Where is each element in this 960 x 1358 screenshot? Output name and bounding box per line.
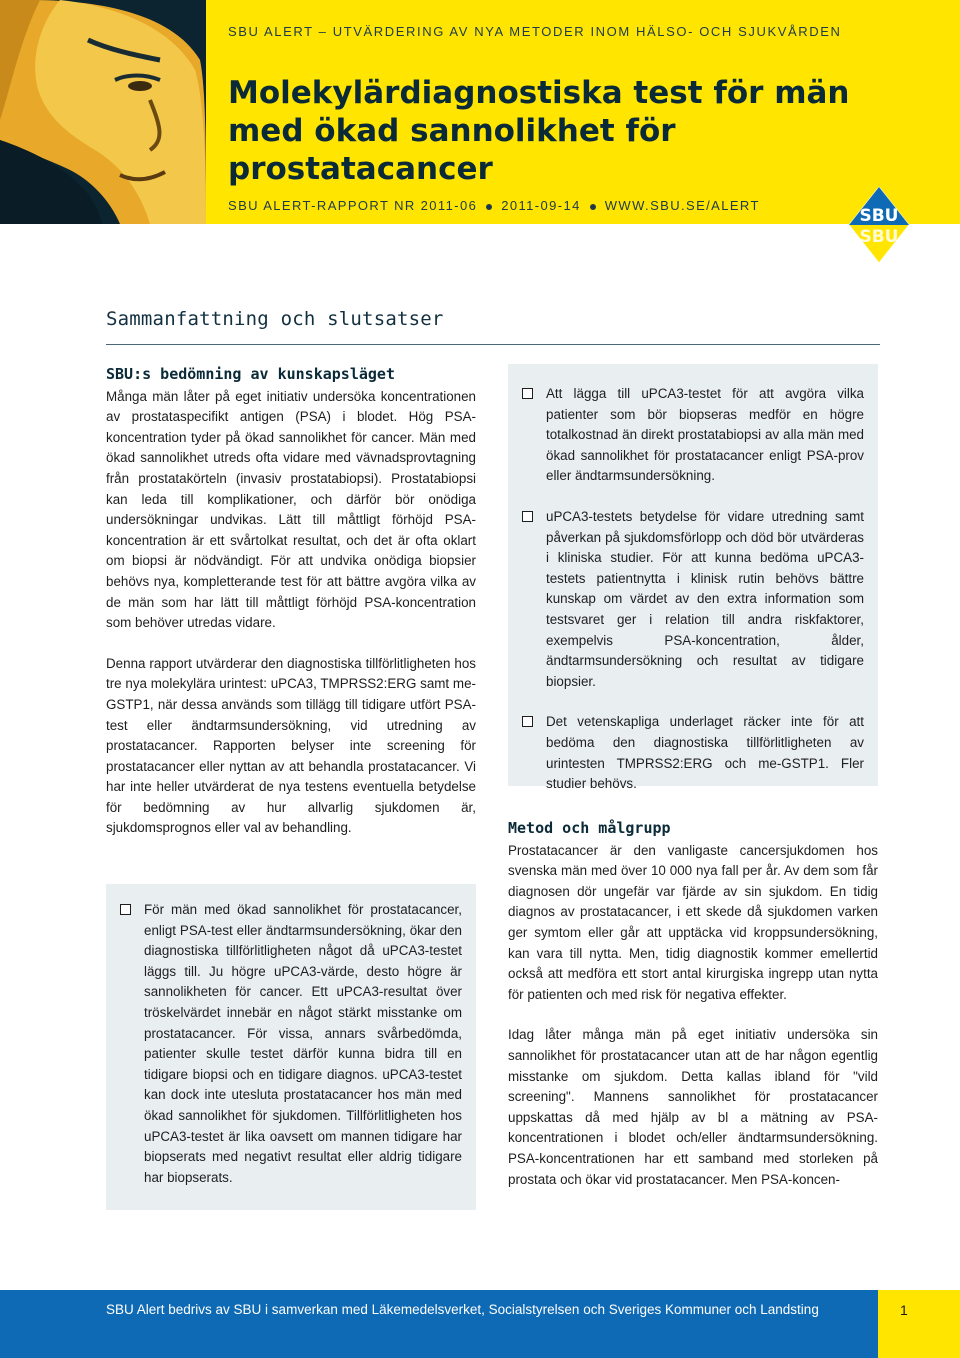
- right-column: [508, 818, 878, 1190]
- scope-paragraph: Denna rapport utvärderar den diagnostiska tillförlitligheten hos tre nya molekylära urintest: uPCA3, TMPRSS2:ERG samt me-GSTP1, när dessa används som tillägg till tidigare utfört PSA-test eller ändtarmsundersökning, vid utredning av prostatacancer. Rapporten belyser inte screening för prostatacancer eller nyttan av att behandla prostatacancer. Vi har inte heller utvärderat de nya testens eventuella betydelse för bedömning av hur allvarlig sjukdomen är, sjukdomsprognos eller val av behandling.: [106, 655, 476, 836]
- assessment-heading: SBU:s bedömning av kunskapsläget: [106, 365, 395, 383]
- portrait-illustration: [0, 0, 206, 224]
- screening-paragraph: Idag låter många män på eget initiativ undersöka sin sannolikhet för prostatacancer utan att de har någon egentlig misstanke om sjukdom. Detta kallas ibland för "vild screening". Mannens sannolikhet för prostatacancer uppskattas då med hjälp av bl a mätning av PSA-koncentrationen i blodet och/eller ändtarmsundersökning. PSA-koncentrationen har ett samband med storleken på prostata och ökar vid prostatacancer. Men PSA-koncen-: [508, 1027, 878, 1187]
- checkbox-icon: [522, 716, 533, 727]
- conclusion-text: Att lägga till uPCA3-testet för att avgöra vilka patienter som bör biopseras medför en högre totalkostnad än direkt prostatabiopsi av alla män med ökad sannolikhet för prostatacancer enligt PSA-prov eller ändtarmsundersökning.: [546, 386, 864, 484]
- page-number: 1: [900, 1302, 908, 1318]
- logo-text-reflection: SBU: [859, 227, 899, 247]
- document-title: Molekylärdiagnostiska test för män med ökad sannolikhet för prostatacancer: [228, 75, 850, 187]
- conclusion-item: [522, 712, 864, 794]
- method-paragraph: Prostatacancer är den vanligaste cancersjukdomen hos svenska män med över 10 000 nya fall per år. Av dem som får diagnosen dör ungefär var fjärde av sin sjukdom. En tidig diagnos av prostatacancer, i ett skede då sjukdomen varken ger symtom eller går att upptäcka vid kroppsundersökning, kan vara till nytta. Men, tidig diagnostik kommer emellertid också att medföra ett stort antal kirurgiska ingrepp utan nytta för patienten och med risk för negativa effekter.: [508, 842, 878, 1002]
- series-kicker: SBU ALERT – UTVÄRDERING AV NYA METODER INOM HÄLSO- OCH SJUKVÅRDEN: [228, 24, 842, 39]
- header-band: [0, 0, 960, 224]
- bullet-separator-icon: [590, 204, 596, 210]
- checkbox-icon: [522, 388, 533, 399]
- left-column: [106, 364, 476, 839]
- section-divider: [106, 344, 880, 345]
- checkbox-icon: [120, 904, 131, 915]
- method-heading: Metod och målgrupp: [508, 819, 671, 837]
- conclusion-item: [522, 507, 864, 692]
- conclusion-text: För män med ökad sannolikhet för prostatacancer, enligt PSA-test eller ändtarmsundersökning, ökar den diagnostiska tillförlitligheten något då uPCA3-testet läggs till. Ju högre uPCA3-värde, desto högre är sannolikheten för cancer. Ett uPCA3-resultat över tröskelvärdet innebär en något stärkt misstanke om prostatacancer. För vissa, annars svårbedömda, patienter skulle testet därför kunna bidra till en tidigare biopsi och en tidigare diagnos. uPCA3-testet kan dock inte utesluta prostatacancer hos män med ökad sannolikhet för sjukdomen. Tillförlitligheten hos uPCA3-testet är lika oavsett om mannen tidigare har biopserats med negativt resultat eller aldrig tidigare har biopserats.: [144, 902, 462, 1185]
- conclusions-box-left: [106, 884, 476, 1210]
- section-title: Sammanfattning och slutsatser: [106, 308, 444, 330]
- assessment-paragraph: Många män låter på eget initiativ undersöka koncentrationen av prostataspecifikt antigen (PSA) i blodet. Hög PSA-koncentration tyder på ökad sannolikhet för cancer. Män med ökad sannolikhet utreds ofta vidare med vävnadsprovtagning från prostatakörteln (invasiv prostatabiopsi). Prostatabiopsi kan leda till komplikationer, och därför bör onödiga undersökningar undvikas. Lätt till måttligt förhöjd PSA-koncentration är ett svårtolkat resultat, och det är ofta oklart om biopsi är nödvändigt. För att undvika onödiga biopsier behövs nya, kompletterande test för att bättre avgöra vilka av de män som har lätt till måttligt förhöjd PSA-koncentration som behöver utredas vidare.: [106, 388, 476, 631]
- checkbox-icon: [522, 511, 533, 522]
- conclusions-box-right: [508, 364, 878, 792]
- conclusion-text: Det vetenskapliga underlaget räcker inte för att bedöma den diagnostiska tillförlitligheten av urintesten TMPRSS2:ERG och me-GSTP1. Fler studier behövs.: [546, 714, 864, 792]
- bullet-separator-icon: [486, 204, 492, 210]
- conclusion-item: [120, 900, 462, 1188]
- report-info: [228, 198, 760, 213]
- page-number-box: [878, 1290, 960, 1358]
- logo-text: SBU: [859, 206, 899, 226]
- portrait-image-icon: [0, 0, 206, 224]
- report-number: SBU ALERT-RAPPORT NR 2011-06: [228, 198, 478, 213]
- footer-bar: [0, 1290, 960, 1358]
- report-url[interactable]: WWW.SBU.SE/ALERT: [604, 198, 760, 213]
- conclusion-text: uPCA3-testets betydelse för vidare utredning samt påverkan på sjukdomsförlopp och död bör utvärderas i kliniska studier. För att kunna bedöma uPCA3-testets patientnytta i klinisk rutin behövs bättre kunskap om värdet av den extra information som testsvaret ger i relation till andra riskfaktorer, exempelvis PSA-koncentration, ålder, ändtarmsundersökning och resultat av tidigare biopsier.: [546, 508, 864, 689]
- report-date: 2011-09-14: [501, 198, 581, 213]
- footer-text: SBU Alert bedrivs av SBU i samverkan med Läkemedelsverket, Socialstyrelsen och Sveriges Kommuner och Landsting: [106, 1302, 819, 1317]
- conclusion-item: [522, 384, 864, 487]
- sbu-logo-icon: [849, 187, 909, 263]
